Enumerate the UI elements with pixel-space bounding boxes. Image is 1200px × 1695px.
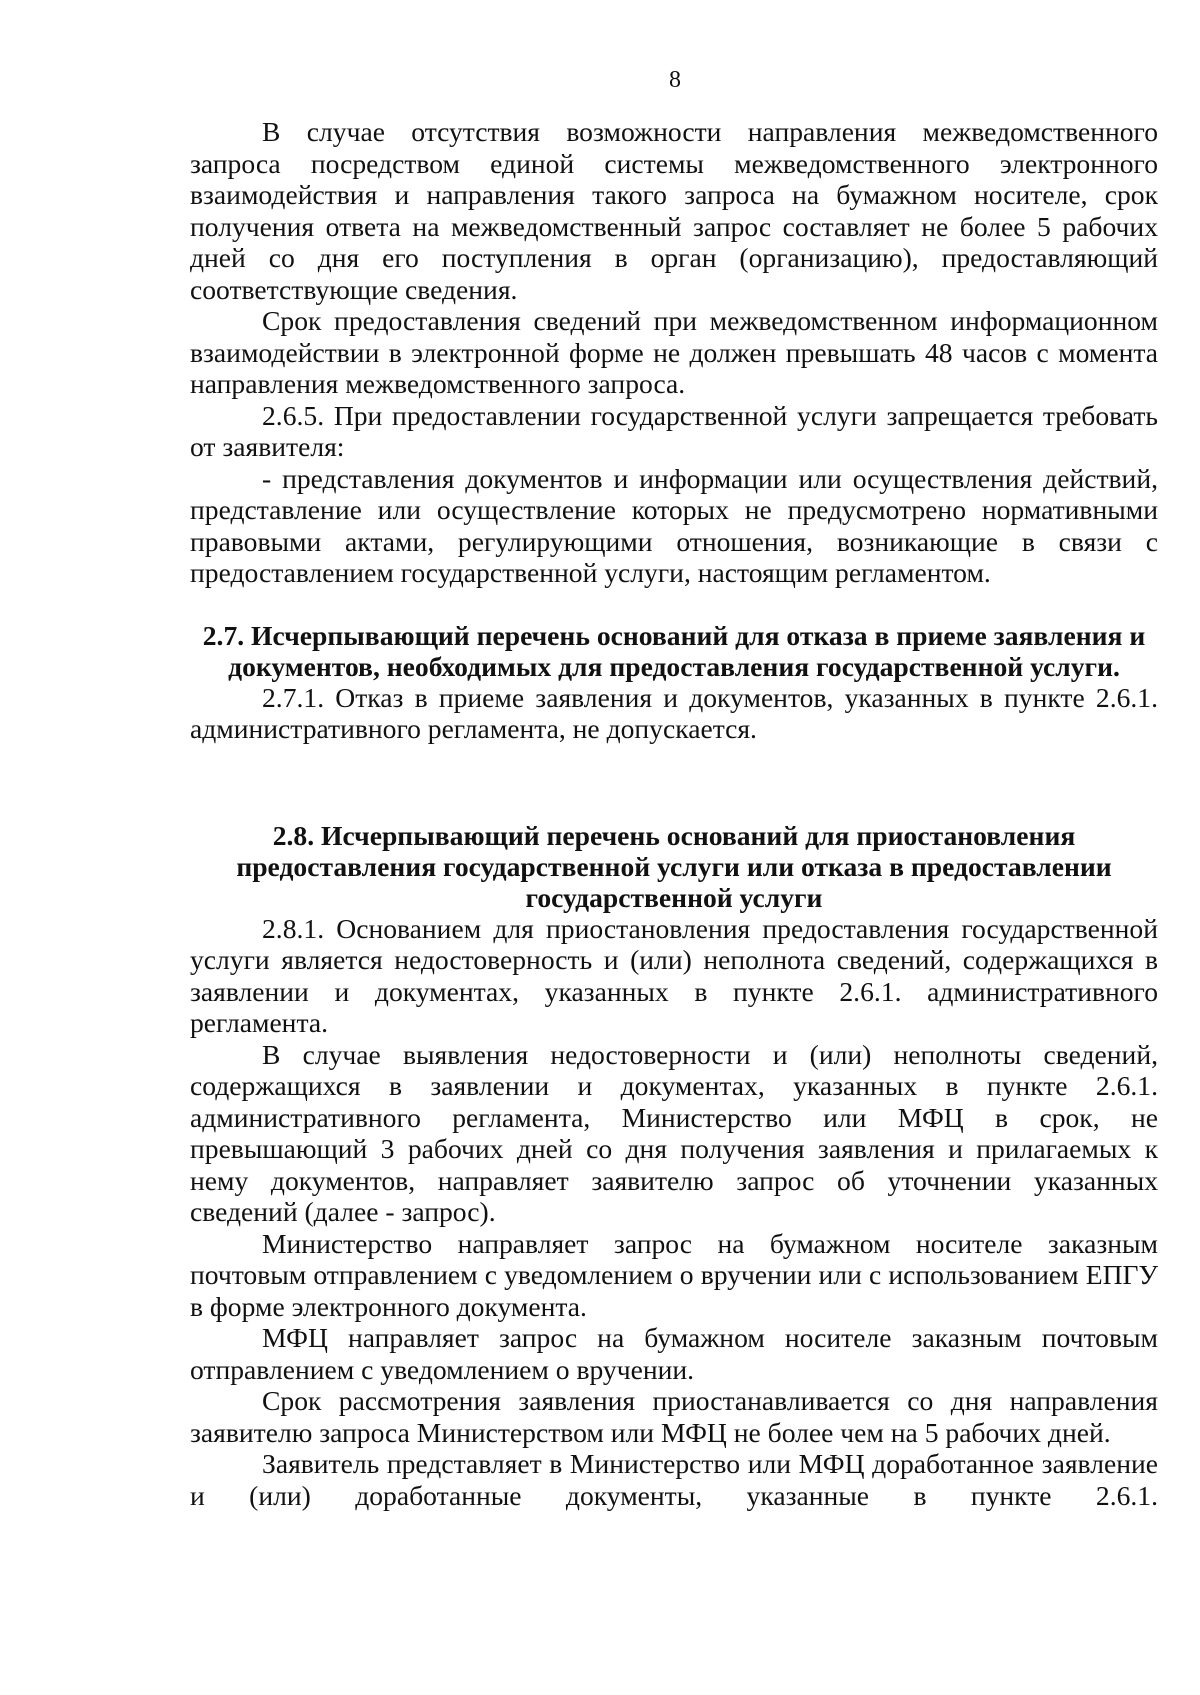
paragraph-revised-documents: Заявитель представляет в Министерство или МФЦ доработанное заявление и (или) доработанные документы, указанные в пункте 2.6.1. [190, 1448, 1158, 1511]
paragraph-ministry-request-delivery: Министерство направляет запрос на бумажном носителе заказным почтовым отправлением с уведомлением о вручении или с использованием ЕПГУ в форме электронного документа. [190, 1227, 1158, 1322]
section-heading-2-7: 2.7. Исчерпывающий перечень оснований для отказа в приеме заявления и документов, необходимых для предоставления государственной услуги. [202, 619, 1146, 682]
paragraph-interagency-request-deadline: В случае отсутствия возможности направления межведомственного запроса посредством единой системы межведомственного электронного взаимодействия и направления такого запроса на бумажном носителе, срок получения ответа на межведомственный запрос составляет не более 5 рабочих дней со дня его поступления в орган (организацию), предоставляющий соответствующие сведения. [190, 116, 1158, 305]
paragraph-2-8-1: 2.8.1. Основанием для приостановления предоставления государственной услуги является недостоверность и (или) неполнота сведений, содержащихся в заявлении и документах, указанных в пункте 2.6.1. административного регламента. [190, 912, 1158, 1038]
paragraph-2-7-1: 2.7.1. Отказ в приеме заявления и документов, указанных в пункте 2.6.1. административного регламента, не допускается. [190, 681, 1158, 744]
paragraph-2-6-5: 2.6.5. При предоставлении государственной услуги запрещается требовать от заявителя: [190, 399, 1158, 462]
paragraph-prohibited-requirements: - представления документов и информации или осуществления действий, представление или осуществление которых не предусмотрено нормативными правовыми актами, регулирующими отношения, возникающие в связи с предоставлением государственной услуги, настоящим регламентом. [190, 462, 1158, 588]
paragraph-inaccuracy-request: В случае выявления недостоверности и (или) неполноты сведений, содержащихся в заявлении и документах, указанных в пункте 2.6.1. административного регламента, Министерство или МФЦ в срок, не превышающий 3 рабочих дней со дня получения заявления и прилагаемых к нему документов, направляет заявителю запрос об уточнении указанных сведений (далее - запрос). [190, 1038, 1158, 1227]
document-body [190, 116, 1158, 1511]
paragraph-electronic-exchange-deadline: Срок предоставления сведений при межведомственном информационном взаимодействии в электронной форме не должен превышать 48 часов с момента направления межведомственного запроса. [190, 305, 1158, 399]
page-number: 8 [669, 67, 681, 93]
paragraph-suspension-period: Срок рассмотрения заявления приостанавливается со дня направления заявителю запроса Министерством или МФЦ не более чем на 5 рабочих дней. [190, 1385, 1158, 1448]
paragraph-mfc-request-delivery: МФЦ направляет запрос на бумажном носителе заказным почтовым отправлением с уведомлением о вручении. [190, 1322, 1158, 1385]
section-heading-2-8: 2.8. Исчерпывающий перечень оснований для приостановления предоставления государственной услуги или отказа в предоставлении государственной услуги [236, 819, 1112, 913]
